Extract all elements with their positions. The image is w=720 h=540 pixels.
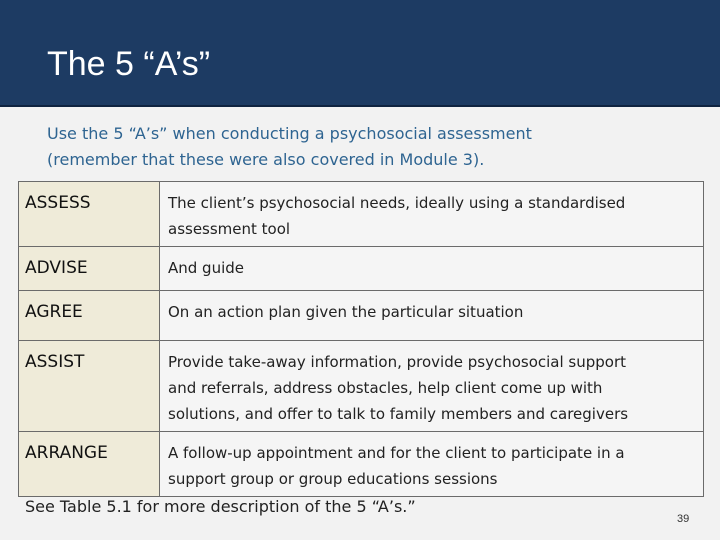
row-key: ASSIST bbox=[19, 341, 160, 432]
intro-line: Use the 5 “A’s” when conducting a psychosocial assessment bbox=[47, 124, 532, 143]
row-key: ADVISE bbox=[19, 247, 160, 291]
page-number: 39 bbox=[677, 513, 690, 525]
intro-line: (remember that these were also covered in Module 3). bbox=[47, 150, 485, 169]
table-row bbox=[19, 432, 704, 497]
intro-text bbox=[47, 121, 687, 173]
row-description bbox=[160, 182, 704, 247]
table-row bbox=[19, 247, 704, 291]
table-row bbox=[19, 291, 704, 341]
row-description bbox=[160, 247, 704, 291]
row-description-line: support group or group educations sessions bbox=[168, 470, 498, 488]
footer-note: See Table 5.1 for more description of the 5 “A’s.” bbox=[25, 497, 416, 516]
title-bar bbox=[0, 0, 720, 107]
row-description-line: solutions, and offer to talk to family members and caregivers bbox=[168, 405, 629, 423]
row-description-line: On an action plan given the particular situation bbox=[168, 303, 524, 321]
row-key: ASSESS bbox=[19, 182, 160, 247]
row-description-line: assessment tool bbox=[168, 220, 291, 238]
row-description-line: A follow-up appointment and for the client to participate in a bbox=[168, 444, 625, 462]
row-description-line: And guide bbox=[168, 259, 245, 277]
row-description bbox=[160, 432, 704, 497]
table-row bbox=[19, 341, 704, 432]
row-key: AGREE bbox=[19, 291, 160, 341]
row-description bbox=[160, 291, 704, 341]
row-description-line: Provide take-away information, provide psychosocial support bbox=[168, 353, 626, 371]
row-key: ARRANGE bbox=[19, 432, 160, 497]
slide-title: The 5 “A’s” bbox=[47, 45, 211, 83]
row-description-line: and referrals, address obstacles, help client come up with bbox=[168, 379, 603, 397]
row-description-line: The client’s psychosocial needs, ideally using a standardised bbox=[168, 194, 626, 212]
row-description bbox=[160, 341, 704, 432]
five-as-table bbox=[18, 181, 704, 497]
table-row bbox=[19, 182, 704, 247]
